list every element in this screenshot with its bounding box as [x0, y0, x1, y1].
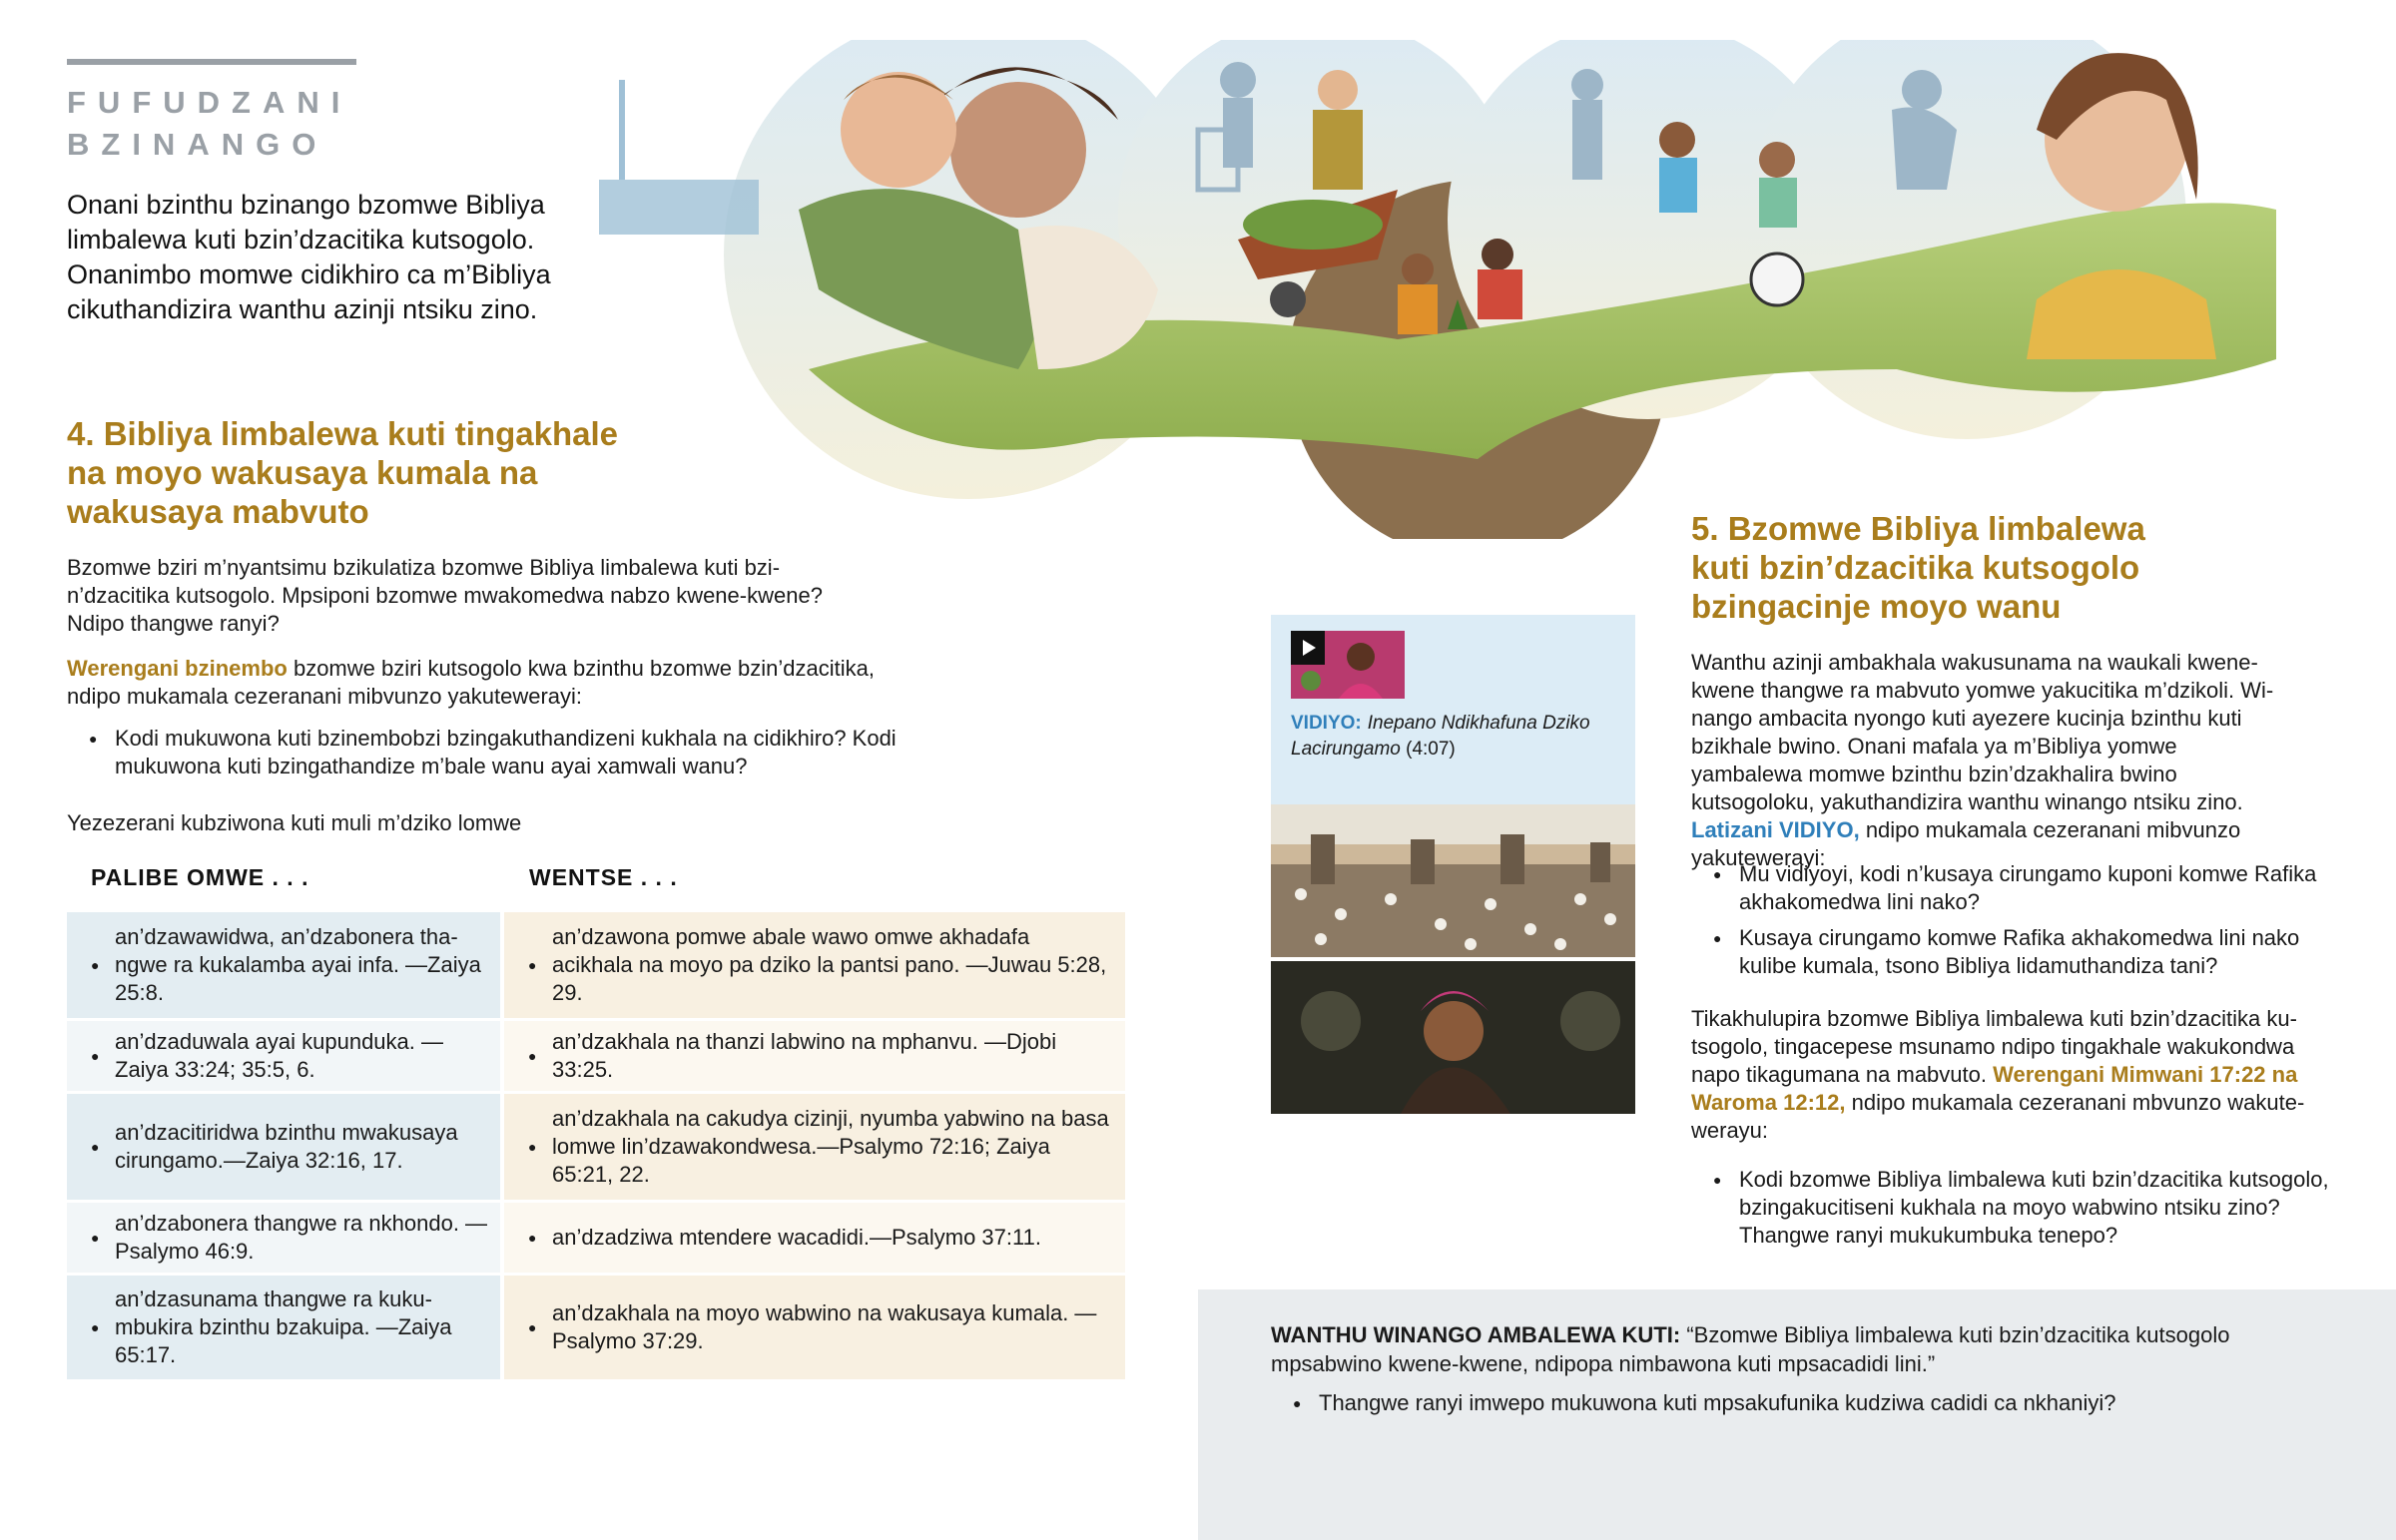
table-row	[67, 1094, 1125, 1200]
table-row	[67, 912, 1125, 1018]
soccer-ball	[1751, 254, 1803, 305]
paragraph-2	[67, 655, 925, 711]
question-list-2	[1691, 860, 2330, 988]
paragraph-5-tail: ndipo mukamala cezeranani mbvunzo wakutewerayu:	[1691, 1090, 2305, 1143]
watch-video-link[interactable]: Latizani VIDIYO,	[1691, 817, 1860, 842]
cotton-field-image	[1271, 804, 1635, 957]
heading-5: 5. Bzomwe Bibliya limbalewa kuti bzin’dzacitika kutsogolo bzingacinje moyo wanu	[1691, 510, 2145, 625]
others-say-question: ● Thangwe ranyi imwepo mukuwona kuti mpsakufunika kudziwa cadidi ca nkhaniyi?	[1271, 1389, 2269, 1417]
video-title: Inepano Ndikhafuna Dziko Lacirungamo	[1291, 713, 1590, 760]
video-duration: (4:07)	[1406, 739, 1456, 760]
question-2b: ● Kusaya cirungamo komwe Rafika akhakomedwa lini nako kulibe kumala, tsono Bibliya lidamuthandiza tani?	[1691, 924, 2330, 980]
mother-face	[950, 82, 1086, 218]
table-row	[67, 1276, 1125, 1379]
others-say-text: “Bzomwe Bibliya limbalewa kuti bzin’dzacitika kutsogolo mpsabwino kwene-kwene, ndipopa nimbawona kuti mpsacadidi lini.”	[1271, 1322, 2230, 1376]
question-2a: ● Mu vidiyoyi, kodi n’kusaya cirungamo kuponi komwe Rafika akhakomedwa lini nako?	[1691, 860, 2330, 916]
question-1: ● Kodi mukuwona kuti bzinembobzi bzingakuthandizeni kukhala na cidikhiro? Kodi mukuwona kuti bzingathandize m’bale wanu ayai xamwali wanu?	[67, 725, 925, 780]
paragraph-3: Yezezerani kubziwona kuti muli m’dziko lomwe	[67, 810, 522, 835]
play-icon[interactable]	[1291, 631, 1325, 665]
others-say-box	[1198, 1289, 2396, 1540]
others-say-quote	[1271, 1320, 2289, 1378]
kicker-line-1: FUFUDZANI	[67, 85, 352, 120]
read-scriptures-link-2[interactable]: Werengani Mimwani 17:22 na Waroma 12:12,	[1691, 1062, 2298, 1115]
table-cell: ● an’dzabonera thangwe ra nkhondo. —Psalymo 46:9.	[67, 1203, 500, 1273]
table-header-none: PALIBE OMWE . . .	[91, 864, 309, 890]
paragraph-5-text: Tikakhulupira bzomwe Bibliya limbalewa kuti bzin’dzacitika kutsogolo, tingacepese msunamo ndipo tingakhale wakukondwa napo tikagumana na mabvuto.	[1691, 1006, 2297, 1087]
paragraph-1: Bzomwe bziri m’nyantsimu bzikulatiza bzomwe Bibliya limbalewa kuti bzin’dzacitika kutsogolo. Mpsiponi bzomwe mwakomedwa nabzo kwene-kwene? Ndipo thangwe ranyi?	[67, 555, 823, 636]
paragraph-5	[1691, 1005, 2330, 1145]
question-list-3	[1691, 1166, 2330, 1258]
section-rule	[67, 59, 356, 65]
heading-4: 4. Bibliya limbalewa kuti tingakhale na moyo wakusaya kumala na wakusaya mabvuto	[67, 415, 619, 530]
table-cell: ● an’dzadziwa mtendere wacadidi.—Psalymo 37:11.	[504, 1203, 1125, 1273]
paragraph-4-text: Wanthu azinji ambakhala wakusunama na waukali kwene-kwene thangwe ra mabvuto yomwe yakucitika m’dzikoli. Winango ambacita nyongo kuti ayezere kucinja bzinthu kuti bzikhale bwino. Onani mafala ya m’Bibliya yomwe yambalewa momwe bzinthu bzin’dzakhalira bwino kutsogoloku, yakuthandizira wanthu winango ntsiku zino.	[1691, 650, 2274, 814]
table-cell: ● an’dzacitiridwa bzinthu mwakusaya cirungamo.—Zaiya 32:16, 17.	[67, 1094, 500, 1200]
table-cell: ● an’dzakhala na cakudya cizinji, nyumba yabwino na basa lomwe lin’dzawakondwesa.—Psalymo 72:16; Zaiya 65:21, 22.	[504, 1094, 1125, 1200]
table-cell: ● an’dzawona pomwe abale wawo omwe akhadafa acikhala na moyo pa dziko la pantsi pano. —Juwau 5:28, 29.	[504, 912, 1125, 1018]
paragraph-4-tail: ndipo mukamala cezeranani mibvunzo yakutewerayi:	[1691, 817, 2241, 870]
intro-text: Onani bzinthu bzinango bzomwe Bibliya limbalewa kuti bzin’dzacitika kutsogolo. Onanimbo momwe cidikhiro ca m’Bibliya cikuthandizira wanthu azinji ntsiku zino.	[67, 190, 551, 324]
question-list-1	[67, 725, 925, 788]
table-cell: ● an’dzawawidwa, an’dzabonera thangwe ra kukalamba ayai infa. —Zaiya 25:8.	[67, 912, 500, 1018]
video-label[interactable]	[1291, 711, 1620, 763]
read-scriptures-link[interactable]: Werengani bzinembo	[67, 656, 288, 681]
others-say-list	[1271, 1389, 2269, 1425]
video-card[interactable]	[1271, 615, 1635, 1114]
table-cell: ● an’dzakhala na moyo wabwino na wakusaya kumala. —Psalymo 37:29.	[504, 1276, 1125, 1379]
question-3: ● Kodi bzomwe Bibliya limbalewa kuti bzin’dzacitika kutsogolo, bzingakucitiseni kukhala na moyo wabwino ntsiku zino? Thangwe ranyi mukukumbuka tenepo?	[1691, 1166, 2330, 1250]
table-row	[67, 1203, 1125, 1273]
video-kind: VIDIYO:	[1291, 713, 1362, 734]
video-header	[1271, 615, 1635, 804]
table-header-all: WENTSE . . .	[529, 864, 678, 890]
section-kicker	[67, 82, 351, 166]
paragraph-4	[1691, 649, 2280, 872]
paragraph-2-text: bzomwe bziri kutsogolo kwa bzinthu bzomwe bzin’dzacitika, ndipo mukamala cezeranani mibvunzo yakutewerayi:	[67, 656, 875, 709]
table-row	[67, 1021, 1125, 1091]
smiling-woman-image	[1271, 961, 1635, 1114]
table-cell: ● an’dzasunama thangwe ra kukumbukira bzinthu bzakuipa. —Zaiya 65:17.	[67, 1276, 500, 1379]
kicker-line-2: BZINANGO	[67, 127, 328, 162]
table-cell: ● an’dzaduwala ayai kupunduka. —Zaiya 33:24; 35:5, 6.	[67, 1021, 500, 1091]
table-cell: ● an’dzakhala na thanzi labwino na mphanvu. —Djobi 33:25.	[504, 1021, 1125, 1091]
others-say-lead: WANTHU WINANGO AMBALEWA KUTI:	[1271, 1322, 1681, 1347]
hope-illustration	[599, 40, 2276, 539]
